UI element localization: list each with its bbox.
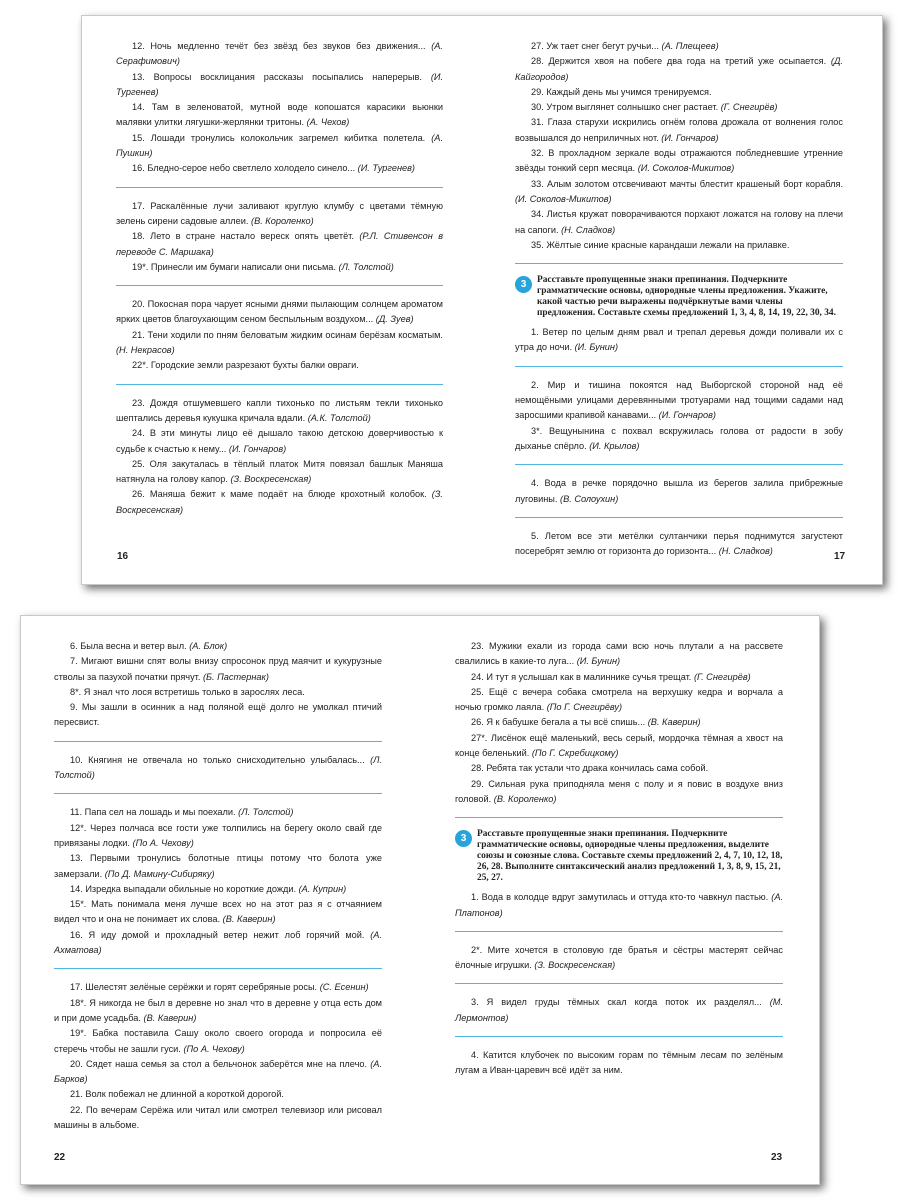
exercise-sentence [455,670,783,685]
exercise-sentence [515,39,843,54]
sentence-source: (И. Тургенев) [357,163,415,174]
sentence-text: 3. Я видел груды тёмных скал когда поток их разделял... [471,997,762,1008]
exercise-sentence [54,897,382,928]
sentence-text: 17. Шелестят зелёные серёжки и горят серебряные росы. [70,982,318,993]
page-number: 22 [54,1152,66,1163]
exercise-sentence [116,229,443,260]
exercise-sentence [455,943,783,974]
sentence-source: (В. Каверин) [647,717,701,728]
answer-rule [116,384,443,385]
sentence-text: 14. Там в зеленоватой, мутной воде копошатся карасики вьюнки малявки улитки лягушки-жерлянки тритоны. [116,102,443,128]
sentence-text: 2. Мир и тишина покоятся над Выборгской стороной над её немощёными улицами деревянными тротуарами над тощими садами над заросшими крапивой канавами... [515,379,843,421]
exercise-sentence [54,996,382,1027]
sentence-text: 31. Глаза старухи искрились огнём голова дрожала от волнения голос возвышался до неприличных нот. [515,117,843,143]
exercise-sentence [515,54,843,85]
sentence-text: 28. Ребята так устали что драка кончилась сама собой. [471,763,709,774]
sentence-source: (И. Соколов-Микитов) [637,163,735,174]
spread-pages-16-17 [81,15,883,585]
exercise-sentence [54,700,382,731]
exercise-sentence [54,639,382,654]
sentence-text: 19*. Бабка поставила Сашу около своего огорода и попросила её стеречь чтобы не зашли гуси. [54,1028,382,1054]
exercise-sentence [515,378,843,424]
sentence-source: (По А. Чехову) [183,1043,245,1054]
text-column [455,639,783,1079]
sentence-source: (Н. Сладков) [718,546,773,557]
sentence-source: (Л. Толстой) [238,807,294,818]
sentence-text: 15*. Мать понимала меня лучше всех но на этот раз я с отчаянием видел что и она не понимает их слова. [54,899,382,925]
sentence-text: 25. Ещё с вечера собака смотрела на верхушку кедра и ворчала а ночью громко лаяла. [455,686,783,713]
exercise-sentence [54,1057,382,1088]
exercise-sentence [455,995,783,1026]
sentence-text: 12. Ночь медленно течёт без звёзд без звуков без движения... [132,41,426,51]
sentence-text: 15. Лошади тронулись колокольчик загремел кибитка полетела. [132,132,426,143]
sentence-source: (З. Воскресенская) [534,960,616,971]
exercise-sentence [54,980,382,995]
task-instruction [515,275,843,319]
sentence-source: (З. Воскресенская) [230,474,312,485]
sentence-text: 6. Была весна и ветер выл. [70,641,187,651]
sentence-text: 3*. Вещунынина с похвал вскружилась голова от радости в зобу дыханье спёрло. [515,425,843,451]
page-number: 17 [834,551,846,562]
exercise-sentence [455,715,783,730]
sentence-source: (В. Короленко) [493,793,557,804]
exercise-sentence [54,1026,382,1057]
spread-pages-22-23 [20,615,820,1185]
exercise-sentence [116,358,443,373]
sentence-source: (Б. Пастернак) [202,671,269,682]
exercise-sentence [515,325,843,356]
sentence-text: 33. Алым золотом отсвечивают мачты блестит крашеный борт корабля. [531,178,843,189]
exercise-sentence [54,821,382,852]
exercise-sentence [116,260,443,275]
sentence-source: (А. Барков) [54,1058,382,1085]
sentence-source: (А. Ахматова) [54,929,382,956]
exercise-sentence [116,70,443,101]
text-column [54,639,382,1133]
exercise-sentence [455,777,783,808]
exercise-sentence [54,685,382,700]
sentence-source: (Л. Толстой) [338,261,394,272]
exercise-sentence [54,882,382,897]
exercise-sentence [54,1087,382,1102]
sentence-text: 28. Держится хвоя на побеге два года на третий уже осыпается. [531,56,827,67]
exercise-sentence [116,487,443,518]
task-number-badge: 3 [515,276,532,293]
sentence-text: 20. Покосная пора чарует ясными днями пылающим солнцем ароматом ярких цветов благоухающим сеном беспыльным воздухом... [116,299,443,325]
sentence-source: (По Г. Снегирёву) [546,702,623,713]
answer-rule [116,187,443,188]
exercise-sentence [116,199,443,230]
exercise-sentence [455,639,783,670]
answer-rule [515,263,843,264]
sentence-source: (А. Платонов) [455,892,784,918]
sentence-text: 1. Вода в колодце вдруг замутилась и оттуда кто-то чавкнул пастью. [471,892,769,903]
answer-rule [455,1036,783,1037]
exercise-sentence [515,207,843,238]
sentence-text: 23. Мужики ехали из города сами всю ночь плутали а на рассвете свалились в какие-то луга... [455,641,783,667]
answer-rule [455,931,783,932]
sentence-source: (А.К. Толстой) [307,412,371,423]
text-column [515,39,843,559]
sentence-text: 35. Жёлтые синие красные карандаши лежали на прилавке. [531,239,790,250]
sentence-source: (Д. Зуев) [375,314,414,325]
exercise-sentence [455,731,783,762]
sentence-text: 20. Сядет наша семья за стол а бельчонок заберётся мне на плечо. [70,1058,368,1069]
sentence-text: 13. Вопросы восклицания рассказы посыпались наперерыв. [132,71,422,82]
answer-rule [515,517,843,518]
sentence-text: 2*. Мите хочется в столовую где братья и сёстры мастерят сейчас ёлочные игрушки. [455,944,783,971]
sentence-text: 27. Уж тает снег бегут ручьи... [531,41,659,51]
answer-rule [455,983,783,984]
sentence-text: 7. Мигают вишни спят волы внизу спросонок пруд маячит и кукурузные стволы за пазухой початки прячут. [54,656,382,682]
exercise-sentence [116,161,443,176]
sentence-source: (В. Каверин) [222,914,276,925]
sentence-source: (А. Серафимович) [116,41,443,67]
sentence-text: 12*. Через полчаса все гости уже толпились на берегу около свай где привязаны лодки. [54,822,382,848]
exercise-sentence [54,654,382,685]
answer-rule [515,464,843,465]
sentence-text: 22*. Городские земли разрезают бухты балки овраги. [132,360,359,371]
sentence-source: (По Д. Мамину-Сибиряку) [104,868,215,879]
sentence-source: (Л. Толстой) [54,754,382,781]
sentence-source: (И. Гончаров) [228,443,287,454]
sentence-text: 24. В эти минуты лицо её дышало такою детскою доверчивостью к судьбе к счастью к нему... [116,428,443,454]
exercise-sentence [54,753,382,784]
sentence-text: 30. Утром выглянет солнышко снег растает. [531,102,719,113]
sentence-text: 16. Я иду домой и прохладный ветер нежит лоб горячий мой. [70,929,365,940]
sentence-source: (И. Соколов-Микитов) [515,193,612,204]
exercise-sentence [515,238,843,253]
sentence-text: 8*. Я знал что лося встретишь только в зарослях леса. [70,686,305,697]
answer-rule [455,817,783,818]
sentence-source: (По А. Чехову) [132,837,194,848]
task-instruction [455,829,783,884]
exercise-sentence [515,146,843,177]
sentence-source: (Г. Снегирёв) [720,102,778,113]
exercise-sentence [116,297,443,328]
sentence-text: 18. Лето в стране настало вереск опять цветёт. [132,231,354,242]
answer-rule [54,741,382,742]
sentence-source: (В. Каверин) [143,1012,197,1023]
answer-rule [54,793,382,794]
sentence-source: (Р.Л. Стивенсон в переводе С. Маршака) [116,231,443,257]
exercise-sentence [515,85,843,100]
sentence-source: (Г. Снегирёв) [693,671,751,682]
exercise-sentence [455,890,783,921]
sentence-text: 24. И тут я услышал как в малиннике сучья трещат. [471,671,692,682]
sentence-text: 14. Изредка выпадали обильные но короткие дожди. [70,883,297,894]
sentence-text: 19*. Принесли им бумаги написали они письма. [132,261,336,272]
exercise-sentence [54,805,382,820]
sentence-source: (И. Крылов) [589,440,640,451]
sentence-text: 13. Первыми тронулись болотные птицы потому что болота уже замерзали. [54,853,382,879]
sentence-text: 22. По вечерам Серёжа или читал или смотрел телевизор или рисовал машины в альбоме. [54,1104,382,1131]
sentence-text: 25. Оля закуталась в тёплый платок Митя повязал башлык Маняша натянула на голову капор. [116,458,443,485]
exercise-sentence [515,529,846,562]
exercise-sentence [455,1048,783,1079]
sentence-source: (М. Лермонтов) [455,997,783,1023]
exercise-sentence [54,1103,382,1134]
sentence-source: (З. Воскресенская) [116,489,443,515]
page-number: 23 [771,1152,783,1163]
answer-rule [116,285,443,286]
sentence-source: (А. Куприн) [298,883,347,894]
exercise-sentence [116,328,443,359]
sentence-source: (В. Солоухин) [560,493,619,504]
sentence-text: 4. Катится клубочек по высоким горам по тёмным лесам по зелёным лугам а Иван-царевич всё идёт за ним. [455,1050,783,1076]
sentence-text: 34. Листья кружат поворачиваются порхают ложатся на голову на плечи на сапоги. [515,209,843,235]
exercise-sentence [116,396,443,427]
sentence-text: 21. Волк побежал не длинной а короткой дорогой. [70,1089,284,1100]
exercise-sentence [515,476,843,507]
sentence-source: (С. Есенин) [319,982,369,993]
sentence-source: (А. Блок) [189,641,228,651]
sentence-text: 29. Каждый день мы учимся тренируемся. [531,86,712,97]
sentence-source: (Д. Кайгородов) [515,56,843,82]
sentence-text: 17. Раскалённые лучи заливают круглую клумбу с цветами тёмную зелень сирени садовые аллеи. [116,200,443,226]
sentence-text: 9. Мы зашли в осинник а над поляной ещё долго не умолкал птичий пересвист. [54,702,382,728]
task-text: Расставьте пропущенные знаки препинания. Подчеркните грамматические основы, однородные члены предложения, выделите союзы и союзные слова. Составьте схемы предложений 2, 4, 7, 10, 12, 18, 26, 28. Выполните синтаксический анализ предложений 1, 3, 8, 9, 15, 21, 25, 27. [477,829,783,884]
sentence-text: 18*. Я никогда не был в деревне но знал что в деревне у отца есть дом и при доме усадьба. [54,997,382,1023]
sentence-text: 27*. Лисёнок ещё маленький, весь серый, мордочка тёмная а хвост на конце беленький. [455,732,783,759]
sentence-source: (А. Плещеев) [661,41,719,51]
exercise-sentence [455,761,783,776]
exercise-sentence [455,685,783,716]
sentence-text: 11. Папа сел на лошадь и мы поехали. [70,807,236,818]
exercise-sentence [515,115,843,146]
sentence-source: (Н. Некрасов) [116,345,175,356]
task-text: Расставьте пропущенные знаки препинания. Подчеркните грамматические основы, однородные члены предложения. Укажите, какой частью речи выражены подчёркнутые вами члены предложения. Составьте схемы предложений 1, 3, 4, 8, 14, 19, 22, 30, 34. [537,275,836,319]
sentence-source: (И. Бунин) [576,656,621,667]
exercise-sentence [515,100,843,115]
sentence-text: 10. Княгиня не отвечала но только снисходительно улыбалась... [70,754,365,765]
sentence-text: 29. Сильная рука приподняла меня с полу и я повис в воздухе вниз головой. [455,778,783,804]
exercise-sentence [116,100,443,131]
sentence-source: (И. Тургенев) [116,71,443,97]
exercise-sentence [116,131,443,162]
sentence-source: (В. Короленко) [251,215,314,226]
sentence-source: (А. Чехов) [306,117,350,128]
page-number: 16 [117,551,129,562]
sentence-source: (А. Пушкин) [116,132,443,159]
exercise-sentence [54,928,382,959]
answer-rule [54,968,382,969]
exercise-sentence [54,851,382,882]
sentence-text: 26. Маняша бежит к маме подаёт на блюде крохотный колобок. [132,489,427,500]
sentence-source: (Н. Сладков) [561,224,616,235]
sentence-text: 21. Тени ходили по пням беловатым жидким осинам берёзам косматым. [132,329,443,340]
sentence-text: 1. Ветер по целым дням рвал и трепал деревья дожди поливали их с утра до ночи. [515,327,843,353]
sentence-source: (По Г. Скребицкому) [531,748,619,759]
text-column [116,39,443,518]
sentence-text: 4. Вода в речке порядочно вышла из берегов залила прибрежные луговины. [515,478,843,504]
sentence-source: (И. Гончаров) [661,132,719,143]
exercise-sentence [515,424,843,455]
exercise-sentence [116,426,443,457]
exercise-sentence [116,457,443,488]
sentence-text: 26. Я к бабушке бегала а ты всё спишь... [471,717,646,728]
sentence-text: 5. Летом все эти метёлки султанчики перья поднимутся загустеют посеребрят землю от горизонта до горизонта... [515,530,843,557]
sentence-text: 23. Дождя отшумевшего капли тихонько по листьям текли тихонько шептались деревья кукушка кричала вдали. [116,397,443,423]
exercise-sentence [116,39,443,70]
sentence-text: 16. Бледно-серое небо светлело холодело синело... [132,163,356,174]
sentence-source: (И. Гончаров) [658,410,716,421]
exercise-sentence [515,177,843,208]
task-number-badge: 3 [455,830,472,847]
answer-rule [515,366,843,367]
sentence-text: 32. В прохладном зеркале воды отражаются побледневшие утренние звёзды тонкий серп месяца. [515,148,843,174]
sentence-source: (И. Бунин) [574,342,619,353]
